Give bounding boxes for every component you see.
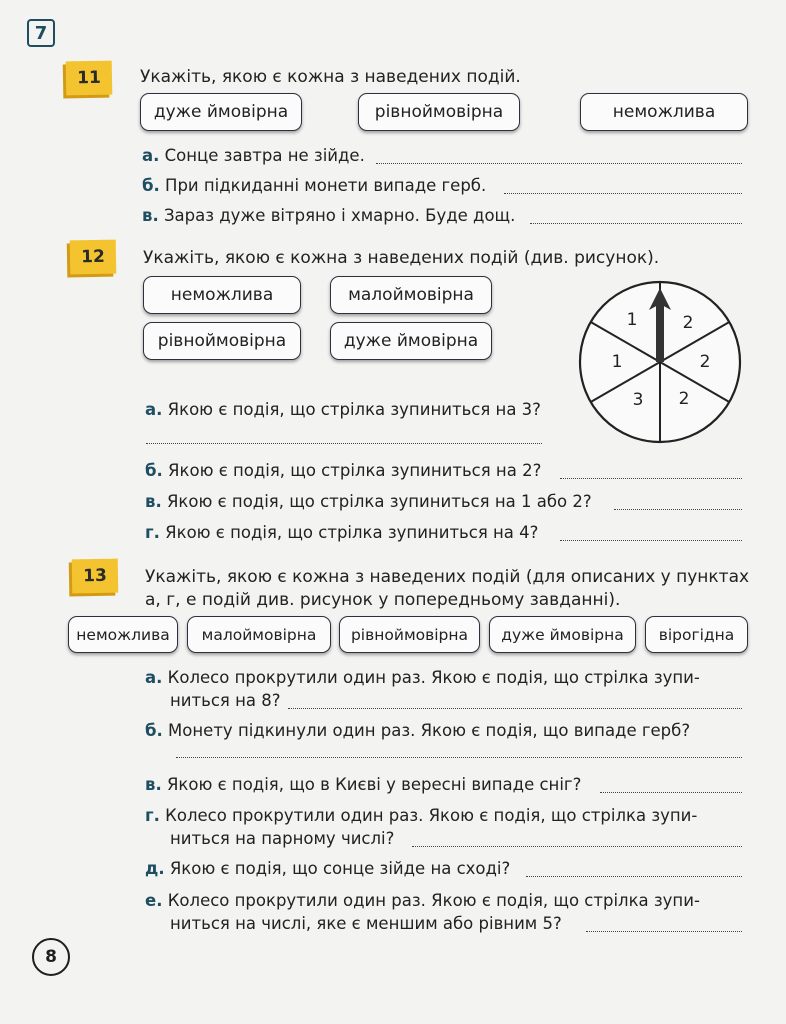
answer-line[interactable]: [560, 540, 742, 541]
option-very-likely: дуже ймовірна: [489, 616, 636, 653]
item-text: Якою є подія, що стрілка зупиниться на 1 або 2?: [166, 492, 592, 511]
option-certain: вірогідна: [645, 616, 748, 653]
item-letter: а.: [145, 400, 163, 419]
sector-label: 1: [611, 352, 623, 372]
answer-line[interactable]: [376, 163, 742, 164]
item-letter: г.: [145, 523, 160, 542]
sector-label: 3: [632, 390, 644, 410]
item-letter: в.: [142, 206, 159, 225]
item-letter: б.: [145, 461, 163, 480]
task-13-number: 13: [72, 559, 119, 594]
answer-line[interactable]: [176, 757, 742, 758]
task-12-item-a: [145, 399, 541, 421]
item-text: При підкиданні монети випаде герб.: [165, 176, 487, 195]
task-13-item-c: [145, 774, 581, 796]
option-equally-likely: рівноймовірна: [143, 322, 301, 360]
task-12-item-c: [145, 491, 592, 513]
item-text: Якою є подія, що стрілка зупиниться на 4?: [165, 523, 539, 542]
item-letter: а.: [145, 668, 163, 687]
item-letter: е.: [145, 891, 163, 910]
task-12-item-b: [145, 460, 541, 482]
item-letter: д.: [145, 859, 165, 878]
sector-label: 2: [678, 389, 690, 409]
answer-line[interactable]: [288, 708, 742, 709]
option-very-likely: дуже ймовірна: [330, 322, 492, 360]
answer-line[interactable]: [600, 792, 742, 793]
answer-line[interactable]: [146, 443, 542, 444]
item-text: Монету підкинули один раз. Якою є подія, що випаде герб?: [168, 721, 691, 740]
task-12-item-d: [145, 522, 538, 544]
answer-line[interactable]: [560, 478, 742, 479]
item-letter: а.: [142, 146, 160, 165]
item-text: Якою є подія, що стрілка зупиниться на 3?: [167, 400, 541, 419]
option-impossible: неможлива: [143, 276, 301, 314]
task-13-item-e: [145, 858, 510, 880]
option-unlikely: малоймовірна: [330, 276, 492, 314]
page-number: 8: [32, 938, 70, 976]
item-letter: в.: [145, 492, 162, 511]
task-12-prompt: Укажіть, якою є кожна з наведених подій (див. рисунок).: [143, 248, 660, 268]
task-11-prompt: Укажіть, якою є кожна з наведених подій.: [140, 67, 521, 87]
option-very-likely: дуже ймовірна: [140, 93, 302, 131]
answer-line[interactable]: [504, 193, 742, 194]
option-equally-likely: рівноймовірна: [358, 93, 520, 131]
sector-label: 2: [682, 313, 694, 333]
task-11-item-a: [142, 145, 365, 167]
item-letter: в.: [145, 775, 162, 794]
spinner-wheel: [570, 280, 750, 448]
task-11-item-c: [142, 205, 515, 227]
task-13-item-a: [145, 667, 700, 689]
task-13-item-f-line2: ниться на числі, яке є меншим або рівним 5?: [170, 914, 562, 933]
option-unlikely: малоймовірна: [187, 616, 331, 653]
task-13-prompt-line1: Укажіть, якою є кожна з наведених подій (для описаних у пунктах: [145, 567, 750, 587]
item-text: Якою є подія, що сонце зійде на сході?: [169, 859, 511, 878]
option-impossible: неможлива: [68, 616, 178, 653]
answer-line[interactable]: [530, 223, 742, 224]
item-text: Якою є подія, що в Києві у вересні випаде сніг?: [166, 775, 582, 794]
answer-line[interactable]: [526, 876, 742, 877]
option-equally-likely: рівноймовірна: [339, 616, 480, 653]
task-11-item-b: [142, 175, 486, 197]
chapter-badge: 7: [27, 19, 55, 47]
sector-label: 1: [626, 310, 638, 330]
answer-line[interactable]: [614, 509, 742, 510]
item-text: Колесо прокрутили один раз. Якою є подія, що стрілка зупи-: [167, 668, 700, 687]
task-11-number: 11: [66, 61, 113, 96]
task-13-item-d-line2: ниться на парному числі?: [170, 829, 395, 848]
answer-line[interactable]: [412, 846, 742, 847]
item-letter: г.: [145, 806, 160, 825]
item-text: Сонце завтра не зійде.: [164, 146, 365, 165]
option-impossible: неможлива: [580, 93, 748, 131]
task-13-prompt-line2: а, г, е подій див. рисунок у попередньому завданні).: [145, 590, 621, 610]
item-letter: б.: [145, 721, 163, 740]
task-13-item-a-line2: ниться на 8?: [170, 691, 281, 710]
task-13-item-f: [145, 890, 700, 912]
task-13-item-b: [145, 720, 690, 742]
task-12-number: 12: [70, 240, 117, 275]
sector-label: 2: [699, 352, 711, 372]
item-text: Колесо прокрутили один раз. Якою є подія, що стрілка зупи-: [167, 891, 700, 910]
answer-line[interactable]: [586, 931, 742, 932]
item-text: Зараз дуже вітряно і хмарно. Буде дощ.: [163, 206, 516, 225]
item-text: Якою є подія, що стрілка зупиниться на 2?: [168, 461, 542, 480]
item-text: Колесо прокрутили один раз. Якою є подія, що стрілка зупи-: [165, 806, 698, 825]
item-letter: б.: [142, 176, 160, 195]
task-13-item-d: [145, 805, 697, 827]
